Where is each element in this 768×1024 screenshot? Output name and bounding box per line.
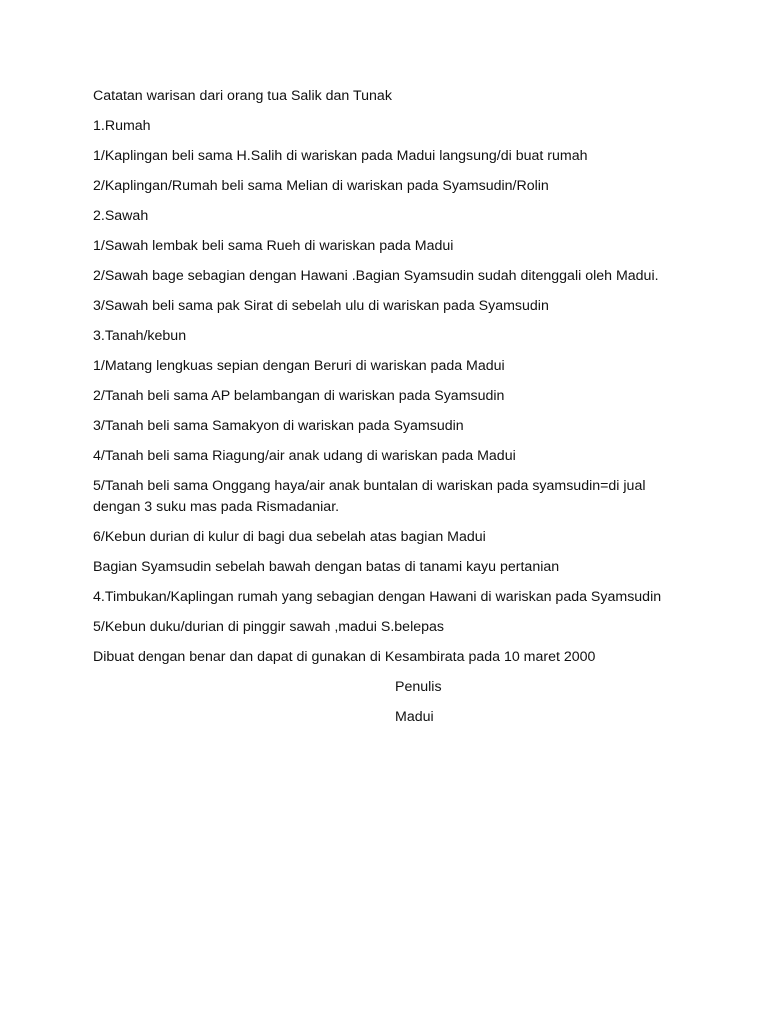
list-item: 3/Sawah beli sama pak Sirat di sebelah ulu di wariskan pada Syamsudin: [93, 298, 549, 314]
closing-statement: Dibuat dengan benar dan dapat di gunakan di Kesambirata pada 10 maret 2000: [93, 649, 596, 665]
list-item: 1/Sawah lembak beli sama Rueh di wariskan pada Madui: [93, 238, 454, 254]
list-item: 3/Tanah beli sama Samakyon di wariskan pada Syamsudin: [93, 418, 464, 434]
section-heading-rumah: 1.Rumah: [93, 118, 151, 134]
document-title: Catatan warisan dari orang tua Salik dan Tunak: [93, 88, 392, 104]
section-heading-sawah: 2.Sawah: [93, 208, 149, 224]
document-body: [93, 86, 683, 737]
list-item: 6/Kebun durian di kulur di bagi dua sebelah atas bagian Madui: [93, 529, 486, 545]
list-item: 1/Kaplingan beli sama H.Salih di wariskan pada Madui langsung/di buat rumah: [93, 148, 588, 164]
list-item: 2/Kaplingan/Rumah beli sama Melian di wariskan pada Syamsudin/Rolin: [93, 178, 549, 194]
signature-role: Penulis: [395, 679, 442, 695]
list-item: 2/Tanah beli sama AP belambangan di wariskan pada Syamsudin: [93, 388, 505, 404]
list-item: 4/Tanah beli sama Riagung/air anak udang di wariskan pada Madui: [93, 448, 516, 464]
list-item: 2/Sawah bage sebagian dengan Hawani .Bagian Syamsudin sudah ditenggali oleh Madui.: [93, 268, 659, 284]
list-item: Bagian Syamsudin sebelah bawah dengan batas di tanami kayu pertanian: [93, 559, 560, 575]
list-item: 1/Matang lengkuas sepian dengan Beruri di wariskan pada Madui: [93, 358, 505, 374]
signature-name: Madui: [395, 709, 434, 725]
list-item: 5/Tanah beli sama Onggang haya/air anak buntalan di wariskan pada syamsudin=di jual dengan 3 suku mas pada Rismadaniar.: [93, 478, 646, 515]
list-item: 5/Kebun duku/durian di pinggir sawah ,madui S.belepas: [93, 619, 444, 635]
section-heading-tanah-kebun: 3.Tanah/kebun: [93, 328, 187, 344]
list-item: 4.Timbukan/Kaplingan rumah yang sebagian dengan Hawani di wariskan pada Syamsudin: [93, 589, 662, 605]
